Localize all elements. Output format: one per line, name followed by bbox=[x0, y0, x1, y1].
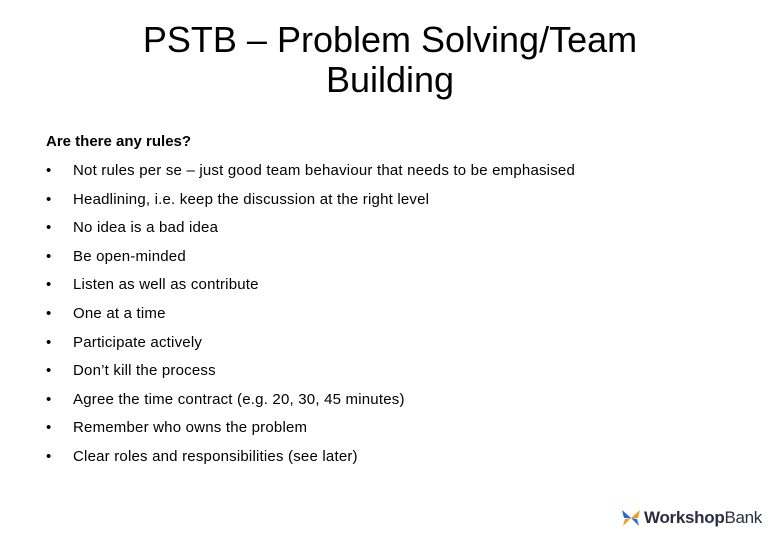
list-item bbox=[46, 446, 575, 475]
bullet-icon: • bbox=[46, 247, 52, 265]
logo-text-workshop: Workshop bbox=[644, 508, 725, 527]
bullet-icon: • bbox=[46, 390, 52, 408]
list-item-text: Remember who owns the problem bbox=[73, 419, 308, 437]
list-item bbox=[46, 417, 575, 446]
bullet-icon: • bbox=[46, 447, 52, 465]
logo-text-bank: Bank bbox=[724, 508, 762, 527]
list-item-text: Agree the time contract (e.g. 20, 30, 45 minutes) bbox=[73, 390, 405, 408]
list-item bbox=[46, 189, 575, 218]
bullet-icon: • bbox=[46, 219, 52, 237]
list-item-text: Be open-minded bbox=[73, 247, 186, 265]
slide-title-line-1: PSTB – Problem Solving/Team bbox=[142, 19, 638, 60]
logo-text bbox=[644, 508, 762, 528]
list-item-text: No idea is a bad idea bbox=[73, 219, 219, 237]
list-item-text: Don’t kill the process bbox=[73, 362, 216, 380]
list-item bbox=[46, 389, 575, 418]
bullet-icon: • bbox=[46, 162, 52, 179]
bullet-icon: • bbox=[46, 419, 52, 437]
list-item bbox=[46, 360, 575, 389]
bullet-icon: • bbox=[46, 362, 52, 380]
list-item-text: Participate actively bbox=[73, 333, 203, 351]
subheading: Are there any rules? bbox=[46, 133, 192, 150]
bullet-icon: • bbox=[46, 304, 52, 322]
rules-list bbox=[46, 160, 575, 475]
list-item-text: Not rules per se – just good team behaviour that needs to be emphasised bbox=[73, 162, 576, 179]
list-item bbox=[46, 332, 575, 361]
bullet-icon: • bbox=[46, 190, 52, 208]
slide-title-line-2: Building bbox=[325, 59, 455, 100]
list-item-text: Listen as well as contribute bbox=[73, 276, 259, 294]
list-item bbox=[46, 303, 575, 332]
list-item bbox=[46, 217, 575, 246]
workshopbank-logo bbox=[621, 508, 762, 528]
list-item bbox=[46, 160, 575, 189]
list-item-text: Clear roles and responsibilities (see later) bbox=[73, 447, 358, 465]
list-item bbox=[46, 274, 575, 303]
list-item-text: Headlining, i.e. keep the discussion at the right level bbox=[73, 190, 430, 208]
list-item bbox=[46, 246, 575, 275]
bullet-icon: • bbox=[46, 333, 52, 351]
bullet-icon: • bbox=[46, 276, 52, 294]
butterfly-icon bbox=[621, 509, 641, 527]
slide-title bbox=[60, 20, 720, 100]
list-item-text: One at a time bbox=[73, 304, 166, 322]
